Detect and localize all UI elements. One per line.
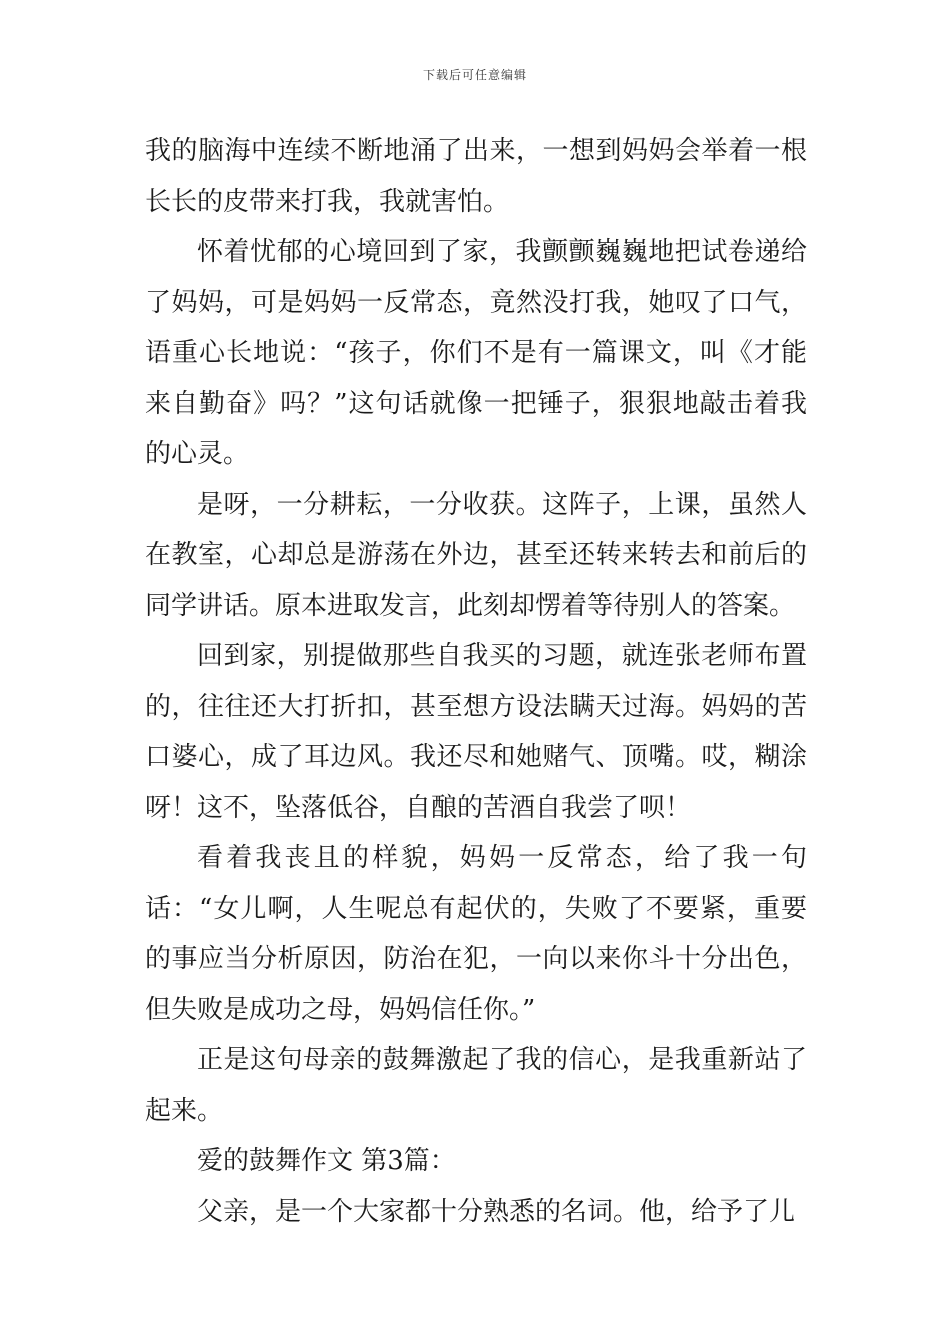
paragraph-6: 正是这句母亲的鼓舞激起了我的信心，是我重新站了起来。: [145, 1045, 807, 1126]
paragraph-3: 是呀，一分耕耘，一分收获。这阵子，上课，虽然人在教室，心却总是游荡在外边，甚至还转来转去和前后的同学讲话。原本进取发言，此刻却愣着等待别人的答案。: [145, 489, 807, 621]
paragraph-2: 怀着忧郁的心境回到了家，我颤颤巍巍地把试卷递给了妈妈，可是妈妈一反常态，竟然没打我，她叹了口气，语重心长地说：“孩子，你们不是有一篇课文，叫《才能来自勤奋》吗？”这句话就像一把锤子，狠狠地敲击着我的心灵。: [145, 237, 807, 469]
document-body: [145, 126, 807, 1237]
paragraph-4: 回到家，别提做那些自我买的习题，就连张老师布置的，往往还大打折扣，甚至想方设法瞒天过海。妈妈的苦口婆心，成了耳边风。我还尽和她赌气、顶嘴。哎，糊涂呀！这不，坠落低谷，自酿的苦酒自我尝了呗！: [145, 641, 807, 823]
section-heading: 爱的鼓舞作文 第3篇：: [197, 1146, 456, 1176]
paragraph-7: 父亲，是一个大家都十分熟悉的名词。他，给予了儿: [197, 1196, 796, 1227]
paragraph-1: 我的脑海中连续不断地涌了出来，一想到妈妈会举着一根长长的皮带来打我，我就害怕。: [145, 136, 807, 217]
paragraph-5: 看着我丧且的样貌，妈妈一反常态，给了我一句话：“女儿啊，人生呢总有起伏的，失败了不要紧，重要的事应当分析原因，防治在犯，一向以来你斗十分出色，但失败是成功之母，妈妈信任你。”: [145, 843, 807, 1025]
page-header: 下载后可任意编辑: [422, 68, 527, 82]
